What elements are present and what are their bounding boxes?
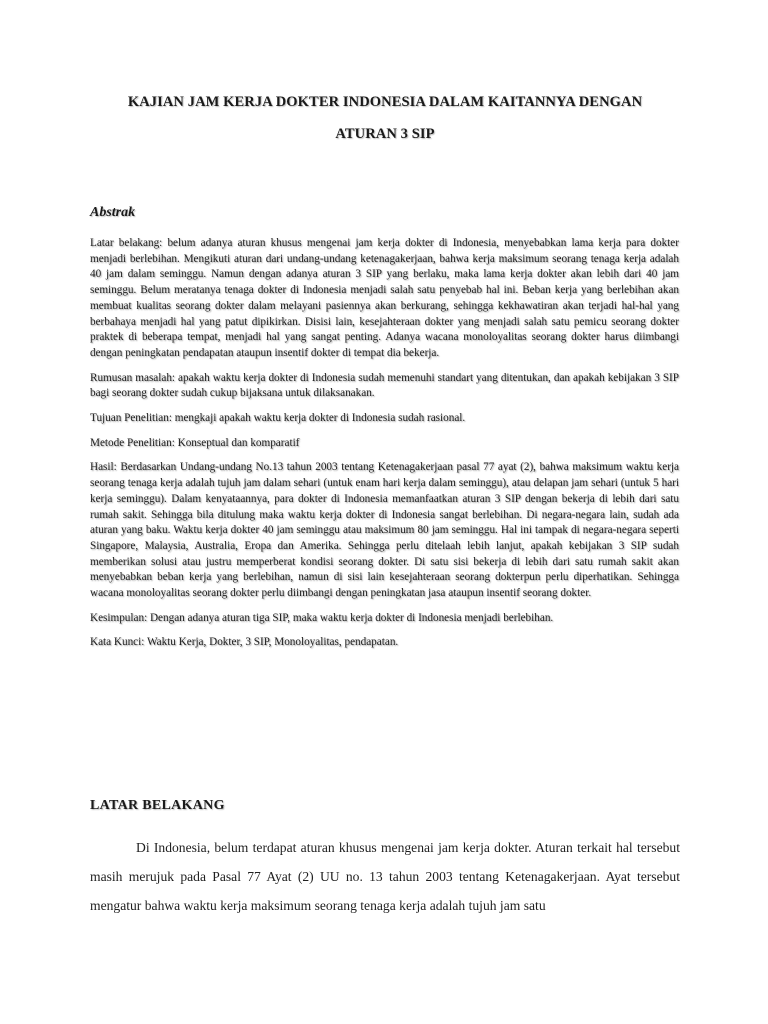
abstract-tujuan-penelitian: Tujuan Penelitian: mengkaji apakah waktu kerja dokter di Indonesia sudah rasional. (90, 412, 466, 425)
abstract-kesimpulan: Kesimpulan: Dengan adanya aturan tiga SIP, maka waktu kerja dokter di Indonesia menjadi berlebihan. (90, 611, 554, 624)
abstract-latar-belakang: Latar belakang: belum adanya aturan khusus mengenai jam kerja dokter di Indonesia, menyebabkan lama kerja para dokter menjadi berlebihan. Mengikuti aturan dari undang-undang ketenagakerjaan, bahwa kerja maksimum seorang tenaga kerja adalah 40 jam dalam seminggu. Namun dengan adanya aturan 3 SIP yang berlaku, maka lama kerja dokter akan lebih dari 40 jam seminggu. Belum meratanya tenaga dokter di Indonesia menjadi salah satu penyebab hal ini. Beban kerja yang berlebihan akan membuat kualitas seorang dokter dalam melayani pasiennya akan berkurang, sehingga kekhawatiran akan terjadi hal-hal yang berbahaya menjadi hal yang patut dipikirkan. Disisi lain, kesejahteraan dokter yang menjadi salah satu pemicu seorang dokter praktek di beberapa tempat, menjadi hal yang sangat penting. Adanya wacana monoloyalitas seorang dokter harus diimbangi dengan peningkatan pendapatan ataupun insentif dokter di tempat dia bekerja. (90, 237, 679, 359)
abstract-heading: Abstrak (90, 205, 136, 220)
abstract-block (90, 236, 679, 660)
document-title-line-2: ATURAN 3 SIP (335, 126, 435, 142)
body-paragraph: Di Indonesia, belum terdapat aturan khusus mengenai jam kerja dokter. Aturan terkait hal tersebut masih merujuk pada Pasal 77 Ayat (2) UU no. 13 tahun 2003 tentang Ketenagakerjaan. Ayat tersebut mengatur bahwa waktu kerja maksimum seorang tenaga kerja adalah tujuh jam satu (90, 840, 680, 913)
abstract-rumusan-masalah: Rumusan masalah: apakah waktu kerja dokter di Indonesia sudah memenuhi standart yang ditentukan, dan apakah kebijakan 3 SIP bagi seorang dokter sudah cukup bijaksana untuk dilaksanakan. (90, 371, 679, 400)
abstract-hasil: Hasil: Berdasarkan Undang-undang No.13 tahun 2003 tentang Ketenagakerjaan pasal 77 ayat (2), bahwa maksimum waktu kerja seorang tenaga kerja adalah tujuh jam dalam sehari (untuk enam hari kerja dalam seminggu), atau delapan jam sehari (untuk 5 hari kerja seminggu). Dalam kenyataannya, para dokter di Indonesia memanfaatkan aturan 3 SIP dengan bekerja di lebih dari satu rumah sakit. Sehingga bila ditulung maka waktu kerja dokter di Indonesia sangat berlebihan. Di negara-negara lain, sudah ada aturan yang baku. Waktu kerja dokter 40 jam seminggu atau maksimum 80 jam seminggu. Hal ini tampak di negara-negara seperti Singapore, Malaysia, Australia, Eropa dan Amerika. Sehingga perlu ditelaah lebih lanjut, apakah kebijakan 3 SIP sudah memberikan solusi atau justru memperberat kondisi seorang dokter. Di satu sisi bekerja di lebih dari satu rumah sakit akan menyebabkan beban kerja yang berlebihan, namun di sisi lain kesejahteraan seorang dokterpun perlu diperhatikan. Sehingga wacana monoloyalitas seorang dokter perlu diimbangi dengan peningkatan jasa ataupun insentif seorang dokter. (90, 461, 679, 600)
section-heading-latar-belakang: LATAR BELAKANG (90, 798, 225, 813)
abstract-metode-penelitian: Metode Penelitian: Konseptual dan komparatif (90, 436, 300, 449)
abstract-kata-kunci: Kata Kunci: Waktu Kerja, Dokter, 3 SIP, Monoloyalitas, pendapatan. (90, 636, 399, 649)
document-title-line-1: KAJIAN JAM KERJA DOKTER INDONESIA DALAM KAITANNYA DENGAN (127, 94, 643, 110)
